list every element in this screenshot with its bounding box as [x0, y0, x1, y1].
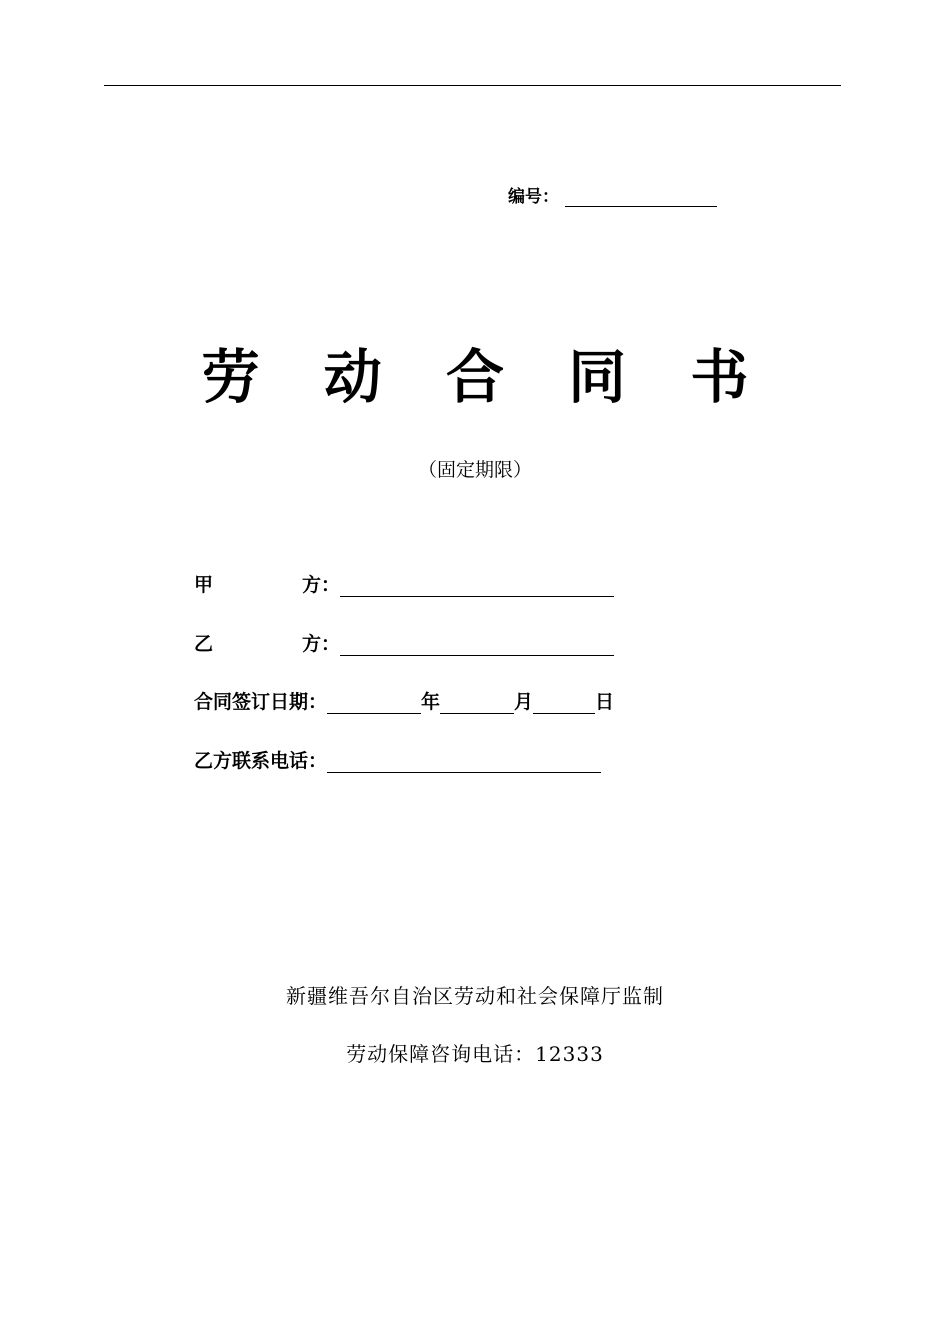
month-label: 月 — [514, 691, 534, 713]
party-a-label-2: 方： — [302, 574, 341, 596]
sign-date-label: 合同签订日期： — [194, 691, 328, 713]
year-label: 年 — [421, 691, 441, 713]
hotline-text: 劳动保障咨询电话：12333 — [346, 1042, 604, 1066]
sign-year-blank[interactable] — [327, 693, 421, 714]
phone-label: 乙方联系电话： — [194, 750, 328, 772]
document-subtitle: （固定期限） — [417, 459, 532, 481]
phone-field — [194, 746, 601, 773]
issuer-text: 新疆维吾尔自治区劳动和社会保障厅监制 — [286, 984, 664, 1008]
party-b-field — [194, 629, 614, 656]
party-a-label-1: 甲 — [194, 574, 214, 596]
serial-number-label: 编号： — [508, 187, 559, 207]
sign-date-field — [194, 687, 614, 714]
party-b-label-2: 方： — [302, 633, 341, 655]
party-a-field — [194, 570, 614, 597]
serial-number-blank[interactable] — [565, 187, 717, 207]
party-a-blank[interactable] — [340, 576, 614, 597]
day-label: 日 — [595, 691, 615, 713]
sign-month-blank[interactable] — [440, 693, 514, 714]
party-b-blank[interactable] — [340, 635, 614, 656]
document-title: 劳 动 合 同 书 — [201, 343, 771, 411]
sign-day-blank[interactable] — [533, 693, 595, 714]
top-rule — [104, 85, 841, 86]
party-b-label-1: 乙 — [194, 633, 214, 655]
serial-number-field — [508, 182, 717, 207]
phone-blank[interactable] — [327, 752, 601, 773]
